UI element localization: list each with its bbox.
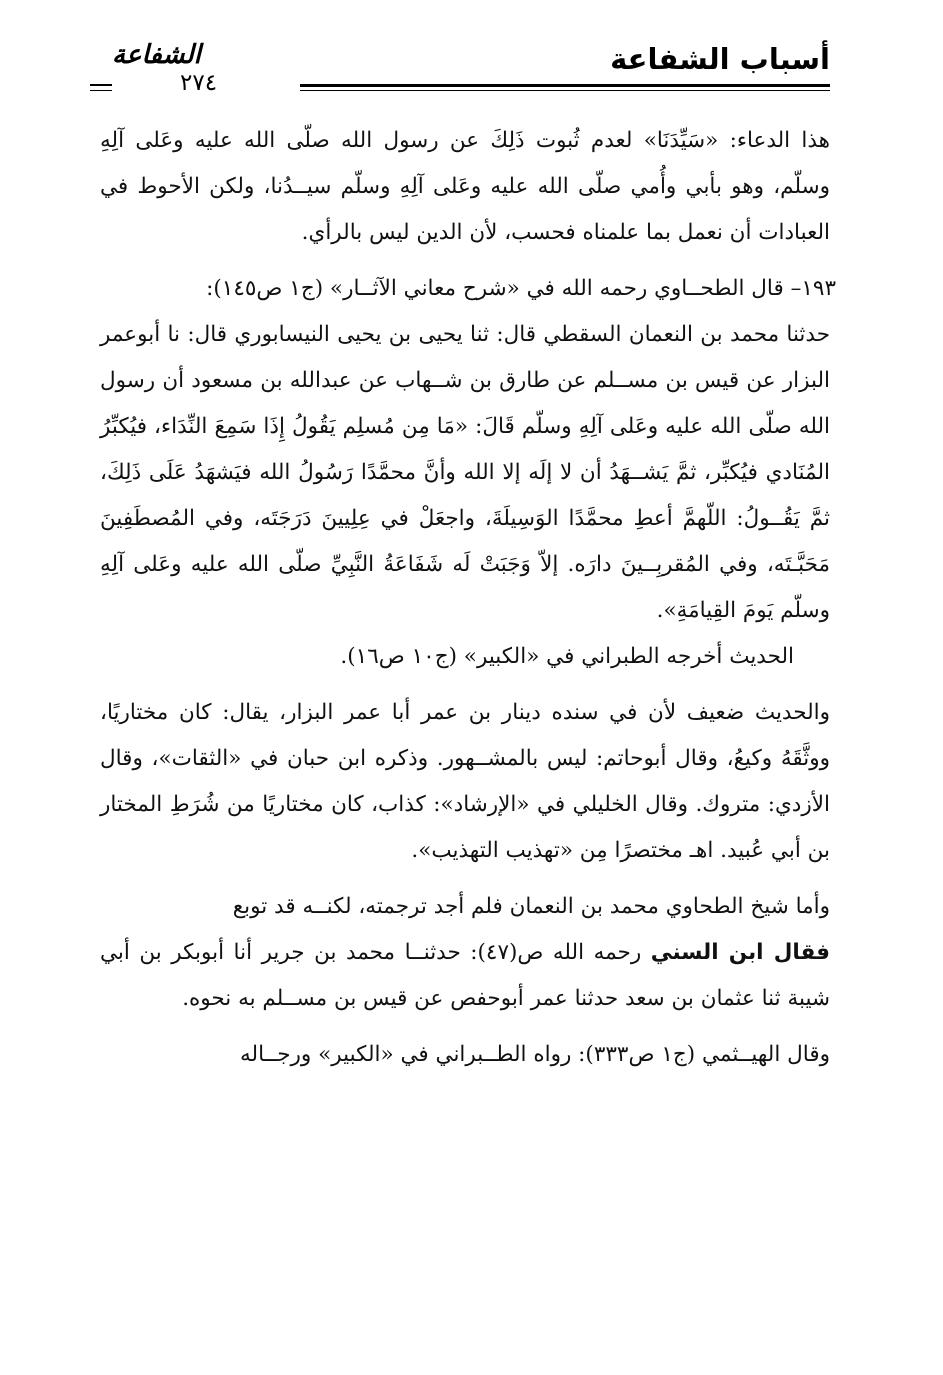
book-logo: الشفاعة	[112, 40, 201, 70]
paragraph-ibn-sunni-text: رحمه الله ص(٤٧): حدثنــا محمد بن جرير أنا أبوبكر بن أبي شيبة ثنا عثمان بن سعد حدثنا عمر أبوحفص عن قيس بن مســلم به نحوه.	[100, 940, 830, 1011]
paragraph-intro: هذا الدعاء: «سَيِّدَنَا» لعدم ثُبوت ذَلِكَ عن رسول الله صلّى الله عليه وعَلى آلِهِ وسلّم، وهو بأبي وأُمي صلّى الله عليه وعَلى آلِهِ وسلّم سيــدُنا، ولكن الأحوط في العبادات أن نعمل بما علمناه فحسب، لأن الدين ليس بالرأي.	[100, 128, 830, 245]
bold-source-name: فقال ابن السني	[650, 940, 830, 965]
header-rule-left-thin	[90, 90, 112, 91]
header-rule-thin	[300, 90, 830, 91]
paragraph-grading: والحديث ضعيف لأن في سنده دينار بن عمر أبا عمر البزار، يقال: كان مختاريًا، ووثَّقَهُ وكيعُ، وقال أبوحاتم: ليس بالمشــهور. وذكره ابن حبان في «الثقات»، وقال الأزدي: متروك. وقال الخليلي في «الإرشاد»: كذاب، كان مختاريًا من شُرَطِ المختار بن أبي عُبيد. اهـ مختصرًا مِن «تهذيب التهذيب».	[100, 700, 830, 863]
paragraph-hadith-text: حدثنا محمد بن النعمان السقطي قال: ثنا يحيى بن يحيى النيسابوري قال: نا أبوعمر البزار عن قيس بن مســلم عن طارق بن شــهاب عن عبدالله بن مسعود أن رسول الله صلّى الله عليه وعَلى آلِهِ وسلّم قَالَ: «مَا مِن مُسلِم يَقُولُ إِذَا سَمِعَ النِّدَاء، فيُكبِّرُ المُنَادي فيُكبِّر، ثمَّ يَشــهَدُ أن لا إلَه إلا الله وأنَّ محمَّدًا رَسُولُ الله فيَشهَدُ عَلَى ذَلِكَ، ثمَّ يَقُــولُ: اللّهمَّ أعطِ محمَّدًا الوَسِيلَةَ، واجعَلْ في عِلِيينَ دَرَجَتَه، وفي المُصطَفِينَ مَحَبَّـتَه، وفي المُقربِــينَ دارَه. إلاّ وَجَبَتْ لَه شَفَاعَةُ النَّبِيِّ صلّى الله عليه وعَلى آلِهِ وسلّم يَومَ القِيامَةِ».	[100, 322, 830, 623]
paragraph-haythami: وقال الهيــثمي (ج١ ص٣٣٣): رواه الطــبراني في «الكبير» ورجــاله	[240, 1042, 830, 1067]
paragraph-hadith-number: ١٩٣– قال الطحــاوي رحمه الله في «شرح معاني الآثــار» (ج١ ص١٤٥):	[206, 276, 836, 301]
page-number: ٢٧٤	[180, 70, 218, 96]
page-header	[90, 40, 830, 110]
paragraph-ibn-sunni	[100, 930, 830, 1022]
header-rule-left-thick	[90, 84, 112, 86]
running-title: أسباب الشفاعة	[610, 42, 830, 76]
body-text	[100, 118, 836, 1088]
paragraph-shaykh: وأما شيخ الطحاوي محمد بن النعمان فلم أجد ترجمته، لكنــه قد توبع	[232, 894, 830, 919]
paragraph-takhrij: الحديث أخرجه الطبراني في «الكبير» (ج١٠ ص١٦).	[340, 644, 794, 669]
header-rule-thick	[300, 84, 830, 87]
